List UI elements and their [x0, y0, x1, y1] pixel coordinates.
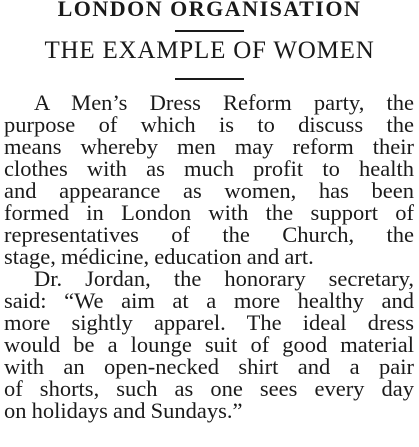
paragraph-1-line: purpose of which is to discuss the: [4, 112, 414, 137]
paragraph-2-line: more sightly apparel. The ideal dress: [4, 310, 414, 335]
paragraph-2-line: on holidays and Sundays.”: [4, 398, 243, 423]
paragraph-1-line: representatives of the Church, the: [4, 222, 414, 247]
paragraph-1-line: formed in London with the support of: [4, 200, 414, 225]
paragraph-2-line: Dr. Jordan, the honorary secretary,: [34, 266, 414, 291]
paragraph-2-line: said: “We aim at a more healthy and: [4, 288, 414, 313]
paragraph-2-line: would be a lounge suit of good material: [4, 332, 414, 357]
paragraph-1-line: A Men’s Dress Reform party, the: [34, 90, 414, 115]
subheading-divider: [175, 78, 244, 80]
paragraph-2-line: of shorts, such as one sees every day: [4, 376, 414, 401]
heading-divider: [175, 30, 244, 32]
paragraph-1-line: stage, médicine, education and art.: [4, 244, 314, 269]
paragraph-1-line: means whereby men may reform their: [4, 134, 414, 159]
paragraph-2-line: with an open-necked shirt and a pair: [4, 354, 414, 379]
article-subheading: THE EXAMPLE OF WOMEN: [44, 37, 375, 64]
paragraph-1-line: and appearance as women, has been: [4, 178, 414, 203]
paragraph-1-line: clothes with as much profit to health: [4, 156, 414, 181]
article-heading: LONDON ORGANISATION: [57, 0, 362, 21]
